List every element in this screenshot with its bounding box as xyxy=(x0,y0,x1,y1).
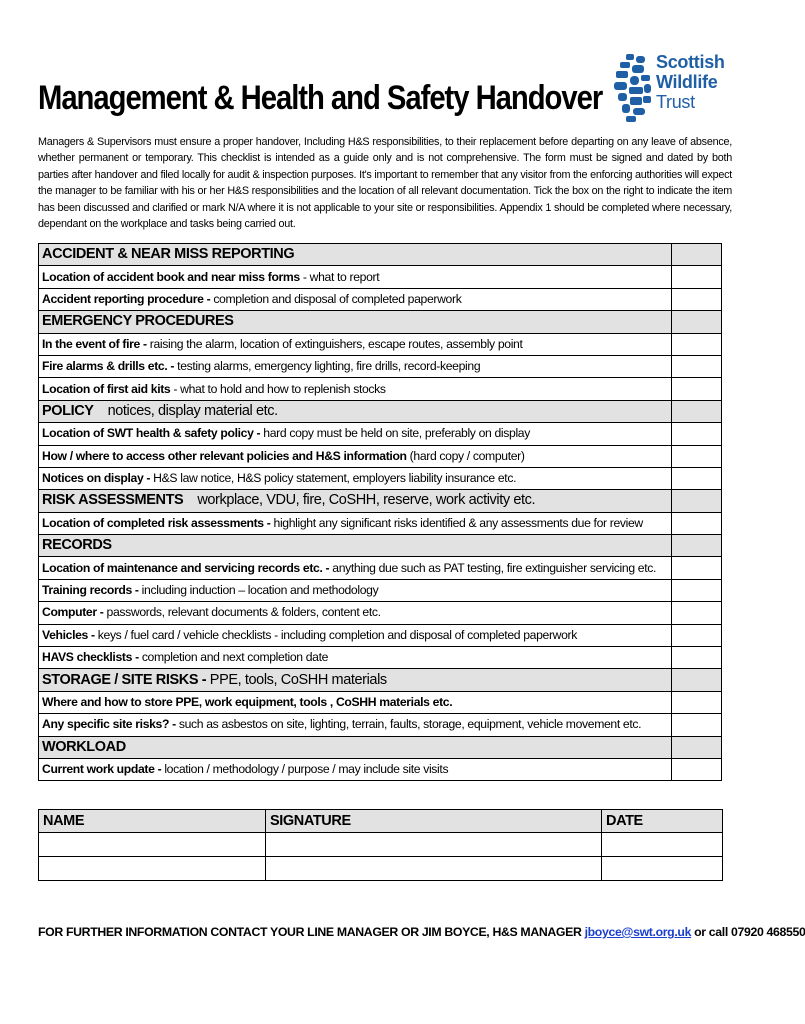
checklist-item xyxy=(39,512,722,534)
tick-box[interactable] xyxy=(672,333,722,355)
checklist-item xyxy=(39,624,722,646)
checklist-item xyxy=(39,579,722,601)
section-title: WORKLOAD xyxy=(39,736,672,758)
section-risk-assessments xyxy=(39,490,722,512)
item-detail: including induction – location and methodology xyxy=(138,583,379,598)
item-label: Any specific site risks? - xyxy=(42,717,176,732)
section-subtitle: notices, display material etc. xyxy=(107,402,278,419)
name-header: NAME xyxy=(39,810,266,833)
item-detail: anything due such as PAT testing, fire extinguisher servicing etc. xyxy=(329,560,657,575)
item-detail: testing alarms, emergency lighting, fire drills, record-keeping xyxy=(174,359,481,374)
item-label: Fire alarms & drills etc. - xyxy=(42,359,175,374)
checklist-item xyxy=(39,333,722,355)
logo-line-wildlife: Wildlife xyxy=(656,72,718,92)
checklist-item xyxy=(39,714,722,736)
checklist-item xyxy=(39,445,722,467)
signoff-table xyxy=(38,809,723,881)
page-title: Management & Health and Safety Handover xyxy=(38,79,603,117)
signature-header: SIGNATURE xyxy=(266,810,602,833)
checklist-item xyxy=(39,378,722,400)
section-title: EMERGENCY PROCEDURES xyxy=(39,311,672,333)
item-detail: location / methodology / purpose / may include site visits xyxy=(161,762,449,777)
item-detail: completion and disposal of completed paperwork xyxy=(210,291,462,306)
name-field[interactable] xyxy=(39,833,266,857)
section-policy xyxy=(39,400,722,422)
section-storage-site-risks xyxy=(39,669,722,691)
wildlife-mosaic-icon xyxy=(612,52,654,124)
intro-paragraph: Managers & Supervisors must ensure a proper handover, Including H&S responsibilities, to their replacement before departing on any leave of absence, whether permanent or temporary. This checklist is intended as a guide only and is not comprehensive. The form must be signed and dated by both parties after handover and filed locally for audit & inspection purposes. It's important to remember that any visitor from the enforcing authorities will expect the manager to be familiar with his or her H&S responsibilities and the location of all relevant documentation. Tick the box on the right to indicate the item has been discussed and clarified or mark N/A where it is not applicable to your site or responsibilities. Appendix 1 should be completed where necessary, dependant on the workplace and tasks being carried out. xyxy=(38,136,732,231)
item-label: Accident reporting procedure - xyxy=(42,291,211,306)
item-detail: passwords, relevant documents & folders, content etc. xyxy=(103,605,381,620)
signature-field[interactable] xyxy=(266,857,602,881)
item-label: HAVS checklists - xyxy=(42,650,139,665)
item-detail: (hard copy / computer) xyxy=(406,448,525,463)
item-label: Location of completed risk assessments - xyxy=(42,515,271,530)
name-field[interactable] xyxy=(39,857,266,881)
tick-box[interactable] xyxy=(672,512,722,534)
tick-box[interactable] xyxy=(672,423,722,445)
item-label: Where and how to store PPE, work equipment, tools , CoSHH materials etc. xyxy=(42,695,453,709)
item-detail: - what to hold and how to replenish stocks xyxy=(170,381,386,396)
tick-box[interactable] xyxy=(672,602,722,624)
item-detail: highlight any significant risks identified & any assessments due for review xyxy=(270,515,643,530)
checklist-item xyxy=(39,423,722,445)
tick-box[interactable] xyxy=(672,758,722,780)
footer-phone: or call 07920 468550 xyxy=(691,925,805,939)
item-label: Notices on display - xyxy=(42,471,151,486)
checklist-item xyxy=(39,691,722,713)
logo-line-trust: Trust xyxy=(656,92,695,112)
tick-box[interactable] xyxy=(672,467,722,489)
item-label: In the event of fire - xyxy=(42,336,147,351)
logo-line-scottish: Scottish xyxy=(656,52,725,72)
checklist-item xyxy=(39,266,722,288)
checklist-item xyxy=(39,557,722,579)
section-accident-reporting xyxy=(39,244,722,266)
email-link[interactable]: jboyce@swt.org.uk xyxy=(584,925,692,939)
checklist-item xyxy=(39,288,722,310)
item-label: Location of SWT health & safety policy - xyxy=(42,426,261,441)
tick-box[interactable] xyxy=(672,579,722,601)
item-detail: completion and next completion date xyxy=(138,650,329,665)
tick-box[interactable] xyxy=(672,288,722,310)
tick-box[interactable] xyxy=(672,714,722,736)
item-label: Current work update - xyxy=(42,762,162,777)
checklist-item xyxy=(39,467,722,489)
section-subtitle: workplace, VDU, fire, CoSHH, reserve, work activity etc. xyxy=(197,492,536,509)
section-subtitle: PPE, tools, CoSHH materials xyxy=(209,671,387,688)
section-records xyxy=(39,535,722,557)
tick-box[interactable] xyxy=(672,624,722,646)
checklist-item xyxy=(39,647,722,669)
tick-box[interactable] xyxy=(672,266,722,288)
footer-text: FOR FURTHER INFORMATION CONTACT YOUR LINE MANAGER OR JIM BOYCE, H&S MANAGER xyxy=(38,925,585,939)
section-title: POLICY xyxy=(42,402,94,419)
item-label: Location of accident book and near miss forms xyxy=(42,269,300,284)
section-emergency-procedures xyxy=(39,311,722,333)
tick-box[interactable] xyxy=(672,557,722,579)
tick-box[interactable] xyxy=(672,647,722,669)
date-header: DATE xyxy=(602,810,723,833)
section-title: STORAGE / SITE RISKS - xyxy=(42,671,207,688)
section-title: RECORDS xyxy=(39,535,672,557)
tick-box[interactable] xyxy=(672,355,722,377)
item-label: Location of maintenance and servicing records etc. - xyxy=(42,560,330,575)
date-field[interactable] xyxy=(602,857,723,881)
handover-checklist xyxy=(38,243,722,781)
tick-box[interactable] xyxy=(672,691,722,713)
item-detail: - what to report xyxy=(299,269,380,284)
section-title: RISK ASSESSMENTS xyxy=(42,492,184,509)
checklist-item xyxy=(39,758,722,780)
contact-footer xyxy=(38,925,805,939)
item-label: Training records - xyxy=(42,583,139,598)
scottish-wildlife-trust-logo xyxy=(612,52,732,124)
item-detail: keys / fuel card / vehicle checklists - including completion and disposal of completed paperwork xyxy=(94,627,577,642)
section-title: ACCIDENT & NEAR MISS REPORTING xyxy=(39,244,672,266)
item-detail: such as asbestos on site, lighting, terrain, faults, storage, equipment, vehicle movement etc. xyxy=(175,717,642,732)
item-label: Location of first aid kits xyxy=(42,381,171,396)
item-detail: raising the alarm, location of extinguishers, escape routes, assembly point xyxy=(146,336,523,351)
item-detail: hard copy must be held on site, preferably on display xyxy=(260,426,530,441)
item-label: How / where to access other relevant policies and H&S information xyxy=(42,448,407,463)
date-field[interactable] xyxy=(602,833,723,857)
checklist-item xyxy=(39,355,722,377)
section-workload xyxy=(39,736,722,758)
tick-box[interactable] xyxy=(672,378,722,400)
checklist-item xyxy=(39,602,722,624)
item-label: Computer - xyxy=(42,605,104,620)
item-label: Vehicles - xyxy=(42,627,95,642)
item-detail: H&S law notice, H&S policy statement, employers liability insurance etc. xyxy=(150,471,517,486)
tick-box[interactable] xyxy=(672,445,722,467)
signature-field[interactable] xyxy=(266,833,602,857)
